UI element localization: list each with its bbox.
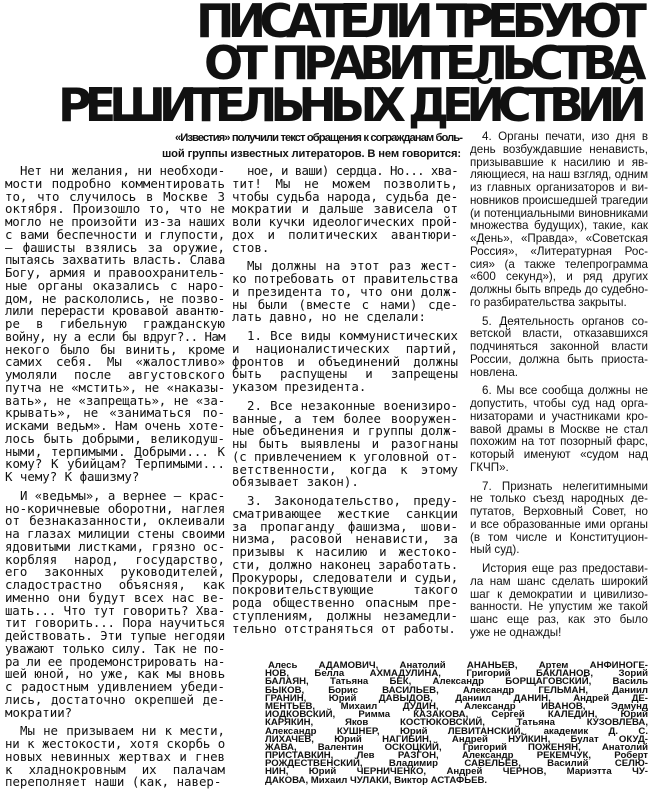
text-line: чтобы судьба народа, судьба де- [232, 188, 458, 204]
paragraph [470, 316, 648, 380]
text-line: 1. Все виды коммунистических [247, 328, 458, 343]
text-line: МЕНТЬЕВ, Михаил ДУДИН, Александр ИВАНОВ, Эдмунд [265, 700, 648, 712]
text-line: ляющиеся, на наш взгляд, одним [470, 168, 648, 182]
text-line: от безнаказанности, оклеивали [5, 513, 225, 529]
text-line: мости подробно комментировать [5, 175, 225, 191]
text-line: Алесь АДАМОВИЧ, Анатолий АНАНЬЕВ, Артем АНФИНОГЕ- [268, 660, 648, 671]
text-line: ла нам шанс сделать широкий [470, 574, 648, 588]
text-line: мократии? [5, 704, 73, 720]
paragraph [470, 131, 648, 310]
article-column-2 [232, 165, 458, 641]
paragraph [232, 330, 458, 394]
text-line: новников происшедшей трагедии [470, 193, 648, 207]
text-line: ванности. Не упустим же такой [470, 600, 648, 614]
text-line: подчиняться законной власти [470, 340, 648, 353]
text-line: вавой драмы в Москве не стал [470, 422, 648, 436]
text-line: 2. Все незаконные военизиро- [247, 397, 458, 413]
text-line: ГКЧП». [470, 460, 509, 474]
text-line: призывавшие к насилию и яв- [470, 155, 648, 169]
text-line: БЫКОВ, Борис ВАСИЛЬЕВ, Александр ГЕЛЬМАН, Даниил [265, 684, 648, 696]
text-line: Прокуроры, следователи и судьи, [232, 569, 458, 585]
text-line: и националистических партий, [232, 340, 458, 356]
text-line: 3. Законодательство, преду- [247, 493, 458, 508]
text-line: новых невинных жертвах и гнев [5, 748, 225, 764]
text-line: то, что случилось в Москве 3 [5, 188, 225, 204]
text-line: (в том числе и Конституцион- [470, 530, 648, 544]
text-line: низаторами и участниками кро- [470, 409, 648, 423]
text-line: похожим на тот позорный фарс, [470, 435, 648, 449]
text-line: который именуют «судом над [470, 448, 648, 461]
text-line: РОЖДЕСТВЕНСКИЙ, Владимир САВЕЛЬЕВ, Василий СЕЛЮ- [265, 758, 648, 770]
text-line: лать давно, но не сделали: [232, 309, 426, 325]
text-line: ветской власти, отказавшихся [470, 327, 648, 341]
headline-line: РЕШИТЕЛЬНЫХ ДЕЙСТВИЙ [58, 78, 640, 132]
text-line: тельно отстраняться от работы. [232, 620, 456, 636]
text-line: шанс еще раз, как это было [470, 613, 648, 626]
text-line: покровительствующие такого [232, 582, 458, 598]
text-line: крывать», не «заниматься по- [5, 405, 225, 421]
paragraph [5, 487, 225, 720]
text-line: лись, достаточно окрепшей де- [5, 691, 225, 707]
text-line: к хладнокровным их палачам [5, 761, 225, 777]
text-line: вать», не «запрещать», не «за- [5, 392, 225, 408]
text-line: не только съезд народных де- [470, 492, 648, 506]
text-line: тит говорить... Пора научиться [5, 615, 225, 631]
paragraph [470, 563, 648, 640]
text-line: на глазах милиции стены своими [5, 526, 225, 541]
text-line: История еще раз предостави- [482, 562, 648, 575]
text-line: ны быть выявлены и разогнаны [232, 436, 458, 451]
text-line: воли кучки идеологических прой- [232, 214, 458, 229]
text-line: 5. Деятельность органов со- [482, 314, 648, 328]
text-line: за пропаганду фашизма, шови- [232, 518, 458, 534]
text-line: указом президента. [232, 379, 367, 394]
text-line: ны были (вместе с нами) сде- [232, 296, 458, 312]
text-line: уже не однажды! [470, 625, 562, 639]
text-line: допустить, чтобы суд над орга- [470, 397, 648, 410]
text-line: Мы должны на этот раз жест- [247, 258, 458, 274]
text-line: корбляя народ, государство, [5, 551, 225, 567]
signatories-list [265, 662, 648, 785]
text-line: путатов, Верховный Совет, но [470, 505, 648, 518]
text-line: сматривающее жесткие санкции [232, 505, 458, 521]
text-line: ядовитыми листками, грязно ос- [5, 538, 225, 554]
text-line: шаг к демократии и цивилизо- [470, 587, 648, 601]
text-line: НИН, Юрий ЧЕРНИЧЕНКО, Андрей ЧЕРНОВ, Мариэтта ЧУ- [265, 766, 648, 778]
text-line: тит! Мы не можем позволить, [232, 175, 458, 191]
article-column-3 [470, 131, 648, 646]
text-line: Мы не призываем ни к мести, [20, 723, 225, 739]
text-line: сладострастно объясняя, как [5, 577, 225, 592]
paragraph [232, 495, 458, 635]
text-line: лили перерасти кровавой авантю- [5, 303, 225, 319]
text-line: октября. Произошло то, что не [5, 201, 225, 217]
text-line: обязывает закон). [232, 474, 359, 490]
text-line: ступлениям, должны незамедли- [232, 607, 458, 623]
paragraph [232, 165, 458, 254]
text-line: фронтов и объединений должны [232, 353, 458, 369]
headline-line: ОТ ПРАВИТЕЛЬСТВА [204, 36, 640, 90]
text-line: ни к жестокости, хотя скорбь о [5, 736, 225, 751]
text-line: ветственности, когда к этому [232, 461, 458, 477]
text-line: сия» (а также телепрограмма [470, 257, 648, 271]
text-line: день возбуждавшие ненависть, [470, 142, 648, 156]
text-line: шать... Что тут говорить? Хва- [5, 602, 225, 618]
text-line: ра ли ее продемонстрировать на- [5, 653, 225, 669]
article-column-1 [5, 165, 225, 795]
text-line: из главных организаторов и ви- [470, 181, 648, 194]
text-line: КАРЯКИН, Яков КОСТЮКОВСКИЙ, Татьяна КУЗОВЛЕВА, [265, 717, 648, 729]
text-line: (с привлечением к уголовной от- [232, 448, 458, 464]
text-line: ДАКОВА, Михаил ЧУЛАКИ, Виктор АСТАФЬЕВ. [265, 774, 488, 786]
text-line: 6. Мы все сообща должны не [482, 384, 648, 398]
text-line: кому? К убийцам? Терпимыми... [5, 456, 225, 472]
text-line: шей юной, но уже, как мы вновь [5, 666, 225, 682]
text-line: шой группы известных литераторов. В нем говорится: [162, 148, 461, 160]
paragraph [5, 725, 225, 789]
text-line: ные объединения и группы долж- [232, 423, 458, 439]
text-line: ЛИХАЧЕВ, Юрий НАГИБИН, Андрей НУЙКИН, Булат ОКУД- [265, 733, 648, 745]
headline [20, 0, 640, 132]
text-line: ными, терпимыми. Добрыми... К [5, 443, 225, 459]
text-line: лось быть добрыми, великодуш- [5, 430, 225, 446]
text-line: его законных руководителей, [5, 564, 225, 580]
text-line: самих себя. Мы «жалостливо» [5, 354, 225, 370]
text-line: «День», «Правда», «Советская [470, 232, 648, 245]
text-line: уважают только силу. Так не по- [5, 640, 225, 656]
text-line: стов. [232, 239, 270, 255]
paragraph [470, 385, 648, 474]
text-line: пытаясь захватить власть. Слава [5, 252, 225, 268]
text-line: умоляли после августовского [5, 367, 225, 382]
text-line: ванные, а тем более вооружен- [232, 410, 458, 426]
text-line: с вами беспечности и глупости, [5, 226, 225, 242]
text-line: ГРАНИН, Юрий ДАВЫДОВ, Даниил ДАНИН, Андрей ДЕ- [265, 692, 648, 704]
text-line: Россия», «Литературная Рос- [470, 244, 648, 258]
text-line: именно они будут всех нас ве- [5, 589, 225, 605]
text-line: Нет ни желания, ни необходи- [20, 163, 225, 178]
text-line: го разбирательства закрыты. [470, 295, 627, 309]
text-line: ные органы оказались с наро- [5, 277, 225, 293]
text-line: могло не произойти из-за наших [5, 214, 225, 229]
text-line: НОВ, Белла АХМАДУЛИНА, Григорий БАКЛАНОВ, Зорий [265, 668, 648, 680]
text-line: БАЛАЯН, Татьяна БЕК, Александр БОРЩАГОВСКИЙ, Василь [265, 676, 648, 688]
text-line: дох и политических авантюри- [232, 226, 458, 242]
text-line: призывы к насилию и жестоко- [232, 544, 458, 559]
text-line: должны быть впредь до судебно- [470, 283, 648, 296]
text-line: ПРИСТАВКИН, Лев РАЗГОН, Александр РЕКЕМЧУК, Роберт [265, 750, 648, 762]
text-line: ный суд). [470, 543, 520, 557]
text-line: 4. Органы печати, изо дня в [482, 130, 648, 143]
text-line: множества будущих), такие, как [470, 219, 648, 233]
text-line: ко потребовать от правительства [232, 271, 458, 286]
text-line: некого было бы винить, кроме [5, 341, 225, 357]
text-line: (и потенциальными виновниками [470, 206, 648, 220]
text-line: действовать. Эти тупые негодяи [5, 628, 225, 643]
text-line: Александр КУШНЕР, Юрий ЛЕВИТАНСКИЙ, академик Д. С. [265, 725, 648, 737]
text-line: — фашисты взялись за оружие, [5, 239, 225, 255]
text-line: рода общественно опасным пре- [232, 595, 458, 610]
text-line: низма, расовой ненависти, за [232, 531, 458, 547]
text-line: быть распущены и запрещены [232, 366, 458, 382]
text-line: 7. Признать нелегитимными [482, 479, 648, 493]
text-line: но-коричневые оборотни, наглея [5, 500, 225, 516]
text-line: сти, должно наконец заработать. [232, 556, 458, 572]
text-line: «Известия» получили текст обращения к согражданам боль- [175, 132, 462, 144]
text-line: России, должна быть приоста- [470, 352, 648, 366]
text-line: войну, ну а если бы вдруг?.. Нам [5, 328, 225, 344]
text-line: дом, не раскололись, не позво- [5, 290, 225, 306]
text-line: с радостным удивлением убеди- [5, 679, 225, 694]
text-line: ЖАВА, Валентин ОСКОЦКИЙ, Григорий ПОЖЕНЯН, Анатолий [265, 741, 648, 753]
text-line: и президента то, что они долж- [232, 283, 458, 299]
paragraph [232, 397, 458, 490]
paragraph [5, 165, 225, 484]
text-line: ное, и ваши) сердца. Но... хва- [247, 163, 458, 178]
paragraph [470, 481, 648, 558]
text-line: путча не «мстить», не «наказы- [5, 379, 225, 395]
paragraph [162, 130, 462, 162]
text-line: переполняет наши (как, навер- [5, 774, 222, 790]
headline-line: ПИСАТЕЛИ ТРЕБУЮТ [196, 0, 640, 48]
text-line: ИОДКОВСКИЙ, Римма КАЗАКОВА, Сергей КАЛЕДИН, Юрий [265, 709, 648, 721]
text-line: и все образованные ими органы [470, 517, 648, 531]
text-line: исками ведьм». Нам очень хоте- [5, 418, 225, 433]
text-line: К чему? К фашизму? [5, 469, 140, 484]
paragraph [232, 260, 458, 324]
text-line: «600 секунд»), и ряд других [470, 270, 648, 284]
paragraph [265, 662, 648, 785]
text-line: мократии и дальше зависела от [232, 201, 458, 217]
text-line: Богу, армия и правоохранитель- [5, 265, 225, 280]
text-line: ре в гибельную гражданскую [5, 316, 225, 331]
text-line: И «ведьмы», а вернее — крас- [20, 487, 225, 503]
text-line: новлена. [470, 365, 519, 379]
